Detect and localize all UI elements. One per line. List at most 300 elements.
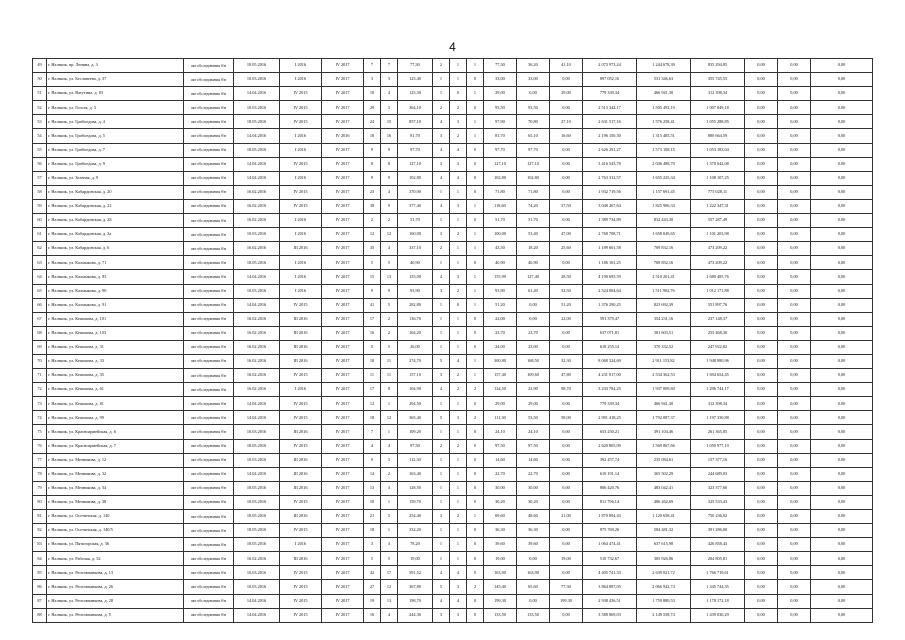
table-cell: 38 (364, 199, 381, 213)
table-cell: 14.04.2016 (234, 87, 280, 101)
table-cell: 22,00 (550, 312, 583, 326)
table-cell: 4 231 017,00 (583, 369, 637, 383)
table-cell: акт обследования б/н (184, 270, 234, 284)
table-cell: г. Нальчик, ул. Осетинская, д. 140/5 (47, 524, 184, 538)
table-cell: 93,90 (398, 284, 433, 298)
table-cell: акт обследования б/н (184, 129, 234, 143)
table-cell: 5 (381, 340, 398, 354)
table-row (33, 143, 873, 157)
table-cell: 53,40 (517, 228, 550, 242)
table-cell: 3 (364, 538, 381, 552)
table-cell: 9 (381, 143, 398, 157)
table-cell: 11 (381, 369, 398, 383)
table-cell: 125,40 (398, 73, 433, 87)
table-cell: 17 (364, 312, 381, 326)
table-cell: I 2016 (280, 284, 322, 298)
table-cell: 67 (33, 312, 47, 326)
table-cell: 835 294,85 (691, 59, 745, 73)
table-cell: 0,00 (778, 397, 811, 411)
table-cell: 1 (433, 214, 450, 228)
table-cell: 10.03.2016 (234, 73, 280, 87)
table-cell: 5 (433, 411, 450, 425)
table-cell: 0,00 (811, 481, 873, 495)
table-cell: 1 (433, 87, 450, 101)
table-cell: IV 2017 (322, 298, 364, 312)
table-cell: 36,20 (517, 59, 550, 73)
table-cell: г. Нальчик, ул. Грибоедова, д. 5 (47, 129, 184, 143)
table-cell: 124,50 (484, 383, 517, 397)
table-row (33, 538, 873, 552)
table-cell: 775 028,11 (691, 185, 745, 199)
table-cell: 33,00 (484, 73, 517, 87)
table-cell: 71,80 (517, 185, 550, 199)
table-cell: 11 (364, 369, 381, 383)
table-cell: 81 (33, 510, 47, 524)
table-cell: 2 (433, 101, 450, 115)
table-cell: 77,30 (550, 580, 583, 594)
table-cell: 145,40 (484, 580, 517, 594)
table-cell: 3 (381, 101, 398, 115)
table-cell: I 2016 (280, 538, 322, 552)
table-cell: 0,00 (778, 129, 811, 143)
table-cell: 56 (33, 157, 47, 171)
table-cell: 0,00 (811, 115, 873, 129)
table-cell: 0,00 (550, 524, 583, 538)
table-cell: 3 (381, 453, 398, 467)
table-cell: 0,00 (778, 566, 811, 580)
table-cell: 77 (33, 453, 47, 467)
table-cell: 199,30 (484, 594, 517, 608)
table-cell: 18.05.2016 (234, 538, 280, 552)
table-cell: 61 (33, 228, 47, 242)
table-row (33, 214, 873, 228)
table-cell: 5 (364, 256, 381, 270)
table-cell: 0,00 (811, 383, 873, 397)
table-cell: 9 (381, 171, 398, 185)
table-cell: 8 (364, 157, 381, 171)
table-cell: 16.02.2016 (234, 185, 280, 199)
table-cell: 1 (381, 425, 398, 439)
table-cell: 1 197 330,88 (691, 411, 745, 425)
table-cell: 13 (381, 594, 398, 608)
table-cell: акт обследования б/н (184, 580, 234, 594)
table-cell: 1 (433, 340, 450, 354)
table-cell: 370,00 (398, 185, 433, 199)
table-cell: г. Нальчик, ул. Зеленая, д. 9 (47, 171, 184, 185)
table-cell: I 2016 (280, 228, 322, 242)
table-cell: 1 (450, 397, 467, 411)
table-cell: 72 (33, 383, 47, 397)
table-cell: 49 (33, 59, 47, 73)
table-cell: 60 (33, 214, 47, 228)
table-cell: 0,00 (550, 481, 583, 495)
table-cell: 16.02.2016 (234, 199, 280, 213)
table-cell: акт обследования б/н (184, 524, 234, 538)
table-cell: 0,00 (811, 171, 873, 185)
table-cell: 0 (467, 157, 484, 171)
table-cell: 708 852,16 (637, 256, 691, 270)
table-cell: 78,20 (398, 538, 433, 552)
table-cell: IV 2017 (322, 453, 364, 467)
table-cell: I 2016 (280, 129, 322, 143)
table-cell: 332,20 (398, 524, 433, 538)
table-cell: 1 505 492,19 (637, 101, 691, 115)
table-cell: IV 2017 (322, 566, 364, 580)
table-cell: 0,00 (778, 340, 811, 354)
table-cell: IV 2017 (322, 214, 364, 228)
table-cell: 2 620 805,09 (583, 439, 637, 453)
table-cell: 323 377,60 (691, 481, 745, 495)
table-cell: IV 2017 (322, 495, 364, 509)
table-cell: 1 (433, 552, 450, 566)
table-cell: 0,00 (811, 411, 873, 425)
table-cell: г. Нальчик, ул. Кабардинская, д. 6 (47, 242, 184, 256)
table-cell: акт обследования б/н (184, 214, 234, 228)
table-row (33, 495, 873, 509)
table-cell: 10.03.2016 (234, 228, 280, 242)
table-cell: 28,50 (550, 270, 583, 284)
table-cell: 2 639 021,72 (637, 566, 691, 580)
table-cell: 0,00 (745, 284, 778, 298)
table-cell: 2 513 342,17 (583, 101, 637, 115)
table-cell: 43,50 (484, 242, 517, 256)
table-cell: 1 (450, 73, 467, 87)
table-cell: IV 2015 (280, 566, 322, 580)
table-cell: 1 315 485,51 (637, 129, 691, 143)
table-cell: акт обследования б/н (184, 439, 234, 453)
table-cell: 1 (467, 510, 484, 524)
table-cell: III 2016 (280, 340, 322, 354)
table-row (33, 566, 873, 580)
table-cell: 29,00 (550, 87, 583, 101)
table-cell: 65,60 (517, 580, 550, 594)
table-cell: 1 (467, 87, 484, 101)
table-cell: 0,00 (811, 298, 873, 312)
table-cell: 1 680 485,76 (691, 270, 745, 284)
table-cell: 618 255,14 (583, 340, 637, 354)
table-cell: 98,70 (550, 383, 583, 397)
table-cell: IV 2017 (322, 242, 364, 256)
table-cell: 10.03.2016 (234, 284, 280, 298)
table-cell: I 2016 (280, 171, 322, 185)
table-cell: 93,50 (484, 101, 517, 115)
table-row (33, 411, 873, 425)
table-row (33, 594, 873, 608)
table-cell: акт обследования б/н (184, 185, 234, 199)
table-cell: 294,50 (398, 397, 433, 411)
table-cell: 0,00 (778, 326, 811, 340)
table-cell: 1 157 691,45 (637, 185, 691, 199)
table-cell: 1 189 601,58 (583, 242, 637, 256)
table-cell: 0 (467, 425, 484, 439)
table-cell: 0,00 (745, 171, 778, 185)
table-cell: 88 (33, 608, 47, 622)
table-cell: 30,20 (517, 495, 550, 509)
table-cell: IV 2015 (280, 101, 322, 115)
table-cell: 51,70 (398, 214, 433, 228)
table-cell: 2 066 942,74 (637, 580, 691, 594)
table-cell: 0,00 (745, 552, 778, 566)
table-cell: 4 405 741,33 (583, 566, 637, 580)
table-cell: 97,70 (517, 143, 550, 157)
table-cell: 24,00 (484, 340, 517, 354)
table-row (33, 228, 873, 242)
table-cell: 591 379,47 (583, 312, 637, 326)
table-cell: 0,00 (778, 594, 811, 608)
table-cell: 2 (433, 59, 450, 73)
table-cell: 3 (450, 115, 467, 129)
table-cell: 87 (33, 594, 47, 608)
table-cell: IV 2015 (280, 580, 322, 594)
table-cell: 0 (467, 538, 484, 552)
table-cell: 39,60 (517, 538, 550, 552)
table-cell: 74,20 (517, 199, 550, 213)
table-cell: 57 (33, 171, 47, 185)
table-cell: 2 (450, 510, 467, 524)
table-cell: III 2016 (280, 453, 322, 467)
table-cell: 355 745,55 (691, 73, 745, 87)
table-cell: 16 (364, 608, 381, 622)
table-cell: 36,30 (484, 524, 517, 538)
table-cell: 81,70 (398, 129, 433, 143)
table-cell: 163,90 (484, 566, 517, 580)
table-cell: 163,40 (398, 467, 433, 481)
table-cell: 39,60 (484, 538, 517, 552)
table-cell: 1 (433, 298, 450, 312)
table-cell: 16.02.2016 (234, 369, 280, 383)
table-cell: 0 (467, 171, 484, 185)
table-cell: 806 420,76 (583, 481, 637, 495)
table-cell: 22,00 (484, 312, 517, 326)
table-cell: 381 603,51 (637, 326, 691, 340)
table-row (33, 73, 873, 87)
table-cell: 0,00 (517, 312, 550, 326)
table-cell: 0,00 (778, 467, 811, 481)
table-cell: 0 (467, 439, 484, 453)
table-cell: 18.05.2016 (234, 439, 280, 453)
table-cell: 29 (364, 101, 381, 115)
table-cell: 3 (450, 157, 467, 171)
table-cell: 21 (364, 510, 381, 524)
table-cell: 127,40 (517, 270, 550, 284)
table-cell: 750 236,02 (691, 510, 745, 524)
table-cell: г. Нальчик, ул. Кешокова, д. 81 (47, 397, 184, 411)
table-cell: 0,00 (745, 340, 778, 354)
table-cell: 0,00 (745, 270, 778, 284)
table-cell: 0,00 (745, 369, 778, 383)
table-cell: г. Нальчик, ул. Калмыкова, д. 83 (47, 270, 184, 284)
table-cell: 1 573 108,15 (637, 143, 691, 157)
table-cell: акт обследования б/н (184, 411, 234, 425)
table-cell: 0,00 (811, 312, 873, 326)
table-cell: 466 941,30 (637, 87, 691, 101)
table-cell: 1 655 225,34 (637, 171, 691, 185)
table-cell: 1 222 347,31 (691, 199, 745, 213)
table-cell: 0,00 (550, 157, 583, 171)
table-row (33, 270, 873, 284)
table-cell: IV 2017 (322, 354, 364, 368)
table-cell: 0,00 (778, 580, 811, 594)
table-cell: 1 296 744,17 (691, 383, 745, 397)
table-cell: 0,00 (778, 510, 811, 524)
table-cell: 0,00 (745, 538, 778, 552)
table-cell: IV 2015 (280, 185, 322, 199)
table-cell: 486 262,69 (637, 495, 691, 509)
table-cell: 3 (450, 270, 467, 284)
table-cell: 18,20 (517, 242, 550, 256)
table-cell: г. Нальчик, ул. Красноармейская, д. 7 (47, 439, 184, 453)
table-cell: 9 (381, 284, 398, 298)
table-cell: 36,30 (517, 524, 550, 538)
table-cell: акт обследования б/н (184, 467, 234, 481)
table-cell: 18 (364, 129, 381, 143)
table-cell: 1 759 880,53 (637, 594, 691, 608)
table-cell: 0,00 (745, 495, 778, 509)
table-cell: 0,00 (745, 524, 778, 538)
table-cell: 0,00 (745, 453, 778, 467)
table-cell: 2 (433, 439, 450, 453)
table-cell: III 2016 (280, 354, 322, 368)
table-cell: 10 (364, 87, 381, 101)
table-cell: 62 (33, 242, 47, 256)
table-row (33, 369, 873, 383)
table-cell: 97,70 (484, 143, 517, 157)
table-cell: 47,00 (550, 228, 583, 242)
table-cell: IV 2015 (280, 608, 322, 622)
table-cell: 0 (467, 312, 484, 326)
table-cell: 0,00 (550, 143, 583, 157)
table-cell: 2 938 436,51 (583, 594, 637, 608)
table-cell: 1 (467, 199, 484, 213)
table-cell: 4 (433, 594, 450, 608)
page-number: 4 (449, 40, 456, 54)
table-cell: 0,00 (745, 580, 778, 594)
table-cell: 16,60 (550, 129, 583, 143)
table-cell: 160,00 (398, 228, 433, 242)
table-cell: 29,00 (517, 397, 550, 411)
table-cell: 0,00 (811, 228, 873, 242)
table-cell: III 2016 (280, 552, 322, 566)
table-cell: 709 832,16 (637, 242, 691, 256)
table-cell: 0,00 (745, 256, 778, 270)
table-cell: 0,00 (778, 369, 811, 383)
table-cell: 235 084,61 (637, 453, 691, 467)
table-cell: 70 (33, 354, 47, 368)
table-cell: 779 339,34 (583, 397, 637, 411)
table-cell: 0,00 (550, 608, 583, 622)
table-cell: IV 2017 (322, 383, 364, 397)
table-row (33, 425, 873, 439)
table-cell: 2 (381, 467, 398, 481)
table-cell: 244,30 (398, 608, 433, 622)
table-cell: 0,00 (811, 580, 873, 594)
table-cell: 9 (364, 284, 381, 298)
table-cell: 0,00 (778, 608, 811, 622)
table-cell: 157,10 (398, 369, 433, 383)
table-cell: 0,00 (811, 538, 873, 552)
table-cell: IV 2017 (322, 87, 364, 101)
table-cell: 17 (364, 383, 381, 397)
table-cell: 109,20 (398, 425, 433, 439)
table-cell: 0,00 (745, 101, 778, 115)
table-cell: 13 (381, 270, 398, 284)
table-cell: 1 (381, 397, 398, 411)
table-row (33, 354, 873, 368)
table-cell: 59 (33, 199, 47, 213)
table-cell: 104,90 (398, 383, 433, 397)
table-cell: 5 (433, 354, 450, 368)
table-cell: 1 (433, 397, 450, 411)
table-cell: 5 (381, 256, 398, 270)
table-cell: 2 073 973,24 (583, 59, 637, 73)
table-cell: 18.05.2016 (234, 524, 280, 538)
table-cell: 0,00 (811, 59, 873, 73)
table-cell: 97,50 (398, 439, 433, 453)
table-cell: 0,00 (811, 185, 873, 199)
table-cell: 40,90 (484, 256, 517, 270)
table-cell: акт обследования б/н (184, 256, 234, 270)
table-cell: 0,00 (811, 467, 873, 481)
table-cell: г. Нальчик, ул. Рабочая, д. 52 (47, 552, 184, 566)
table-cell: 55 (33, 143, 47, 157)
table-row (33, 524, 873, 538)
table-cell: 367,80 (398, 580, 433, 594)
table-cell: 2 631 517,16 (583, 115, 637, 129)
table-cell: 0,00 (778, 256, 811, 270)
table-cell: 30,00 (484, 481, 517, 495)
table-cell: акт обследования б/н (184, 340, 234, 354)
table-cell: 0,00 (778, 538, 811, 552)
table-cell: 133,50 (517, 608, 550, 622)
table-cell: 0,00 (550, 439, 583, 453)
table-cell: 1 766 719,61 (691, 566, 745, 580)
table-cell: IV 2017 (322, 552, 364, 566)
table-cell: 300,80 (484, 354, 517, 368)
table-cell: 1 870 894,43 (583, 510, 637, 524)
table-cell: 1 (467, 298, 484, 312)
table-cell: акт обследования б/н (184, 171, 234, 185)
table-cell: 1 (433, 495, 450, 509)
table-cell: 0 (467, 566, 484, 580)
table-cell: 10.03.2016 (234, 101, 280, 115)
table-cell: IV 2017 (322, 467, 364, 481)
table-cell: 1 (433, 481, 450, 495)
table-cell: 1 (433, 312, 450, 326)
table-cell: 0,00 (811, 594, 873, 608)
table-cell: 1 (467, 59, 484, 73)
table-row (33, 199, 873, 213)
table-cell: 0,00 (778, 312, 811, 326)
table-row (33, 552, 873, 566)
table-cell: 274,70 (398, 354, 433, 368)
table-cell: IV 2017 (322, 510, 364, 524)
table-cell: 198,70 (398, 594, 433, 608)
table-cell: 0,00 (550, 425, 583, 439)
table-cell: акт обследования б/н (184, 397, 234, 411)
table-row (33, 284, 873, 298)
table-cell: 53,50 (517, 411, 550, 425)
table-cell: 0,00 (778, 481, 811, 495)
table-row (33, 580, 873, 594)
table-cell: 3 (450, 608, 467, 622)
table-cell: 312 398,34 (691, 87, 745, 101)
table-cell: 18.05.2016 (234, 59, 280, 73)
table-row (33, 608, 873, 622)
table-cell: 10.03.2016 (234, 566, 280, 580)
table-cell: 1 (467, 270, 484, 284)
table-cell: 0,00 (778, 439, 811, 453)
table-cell: 51,20 (484, 298, 517, 312)
